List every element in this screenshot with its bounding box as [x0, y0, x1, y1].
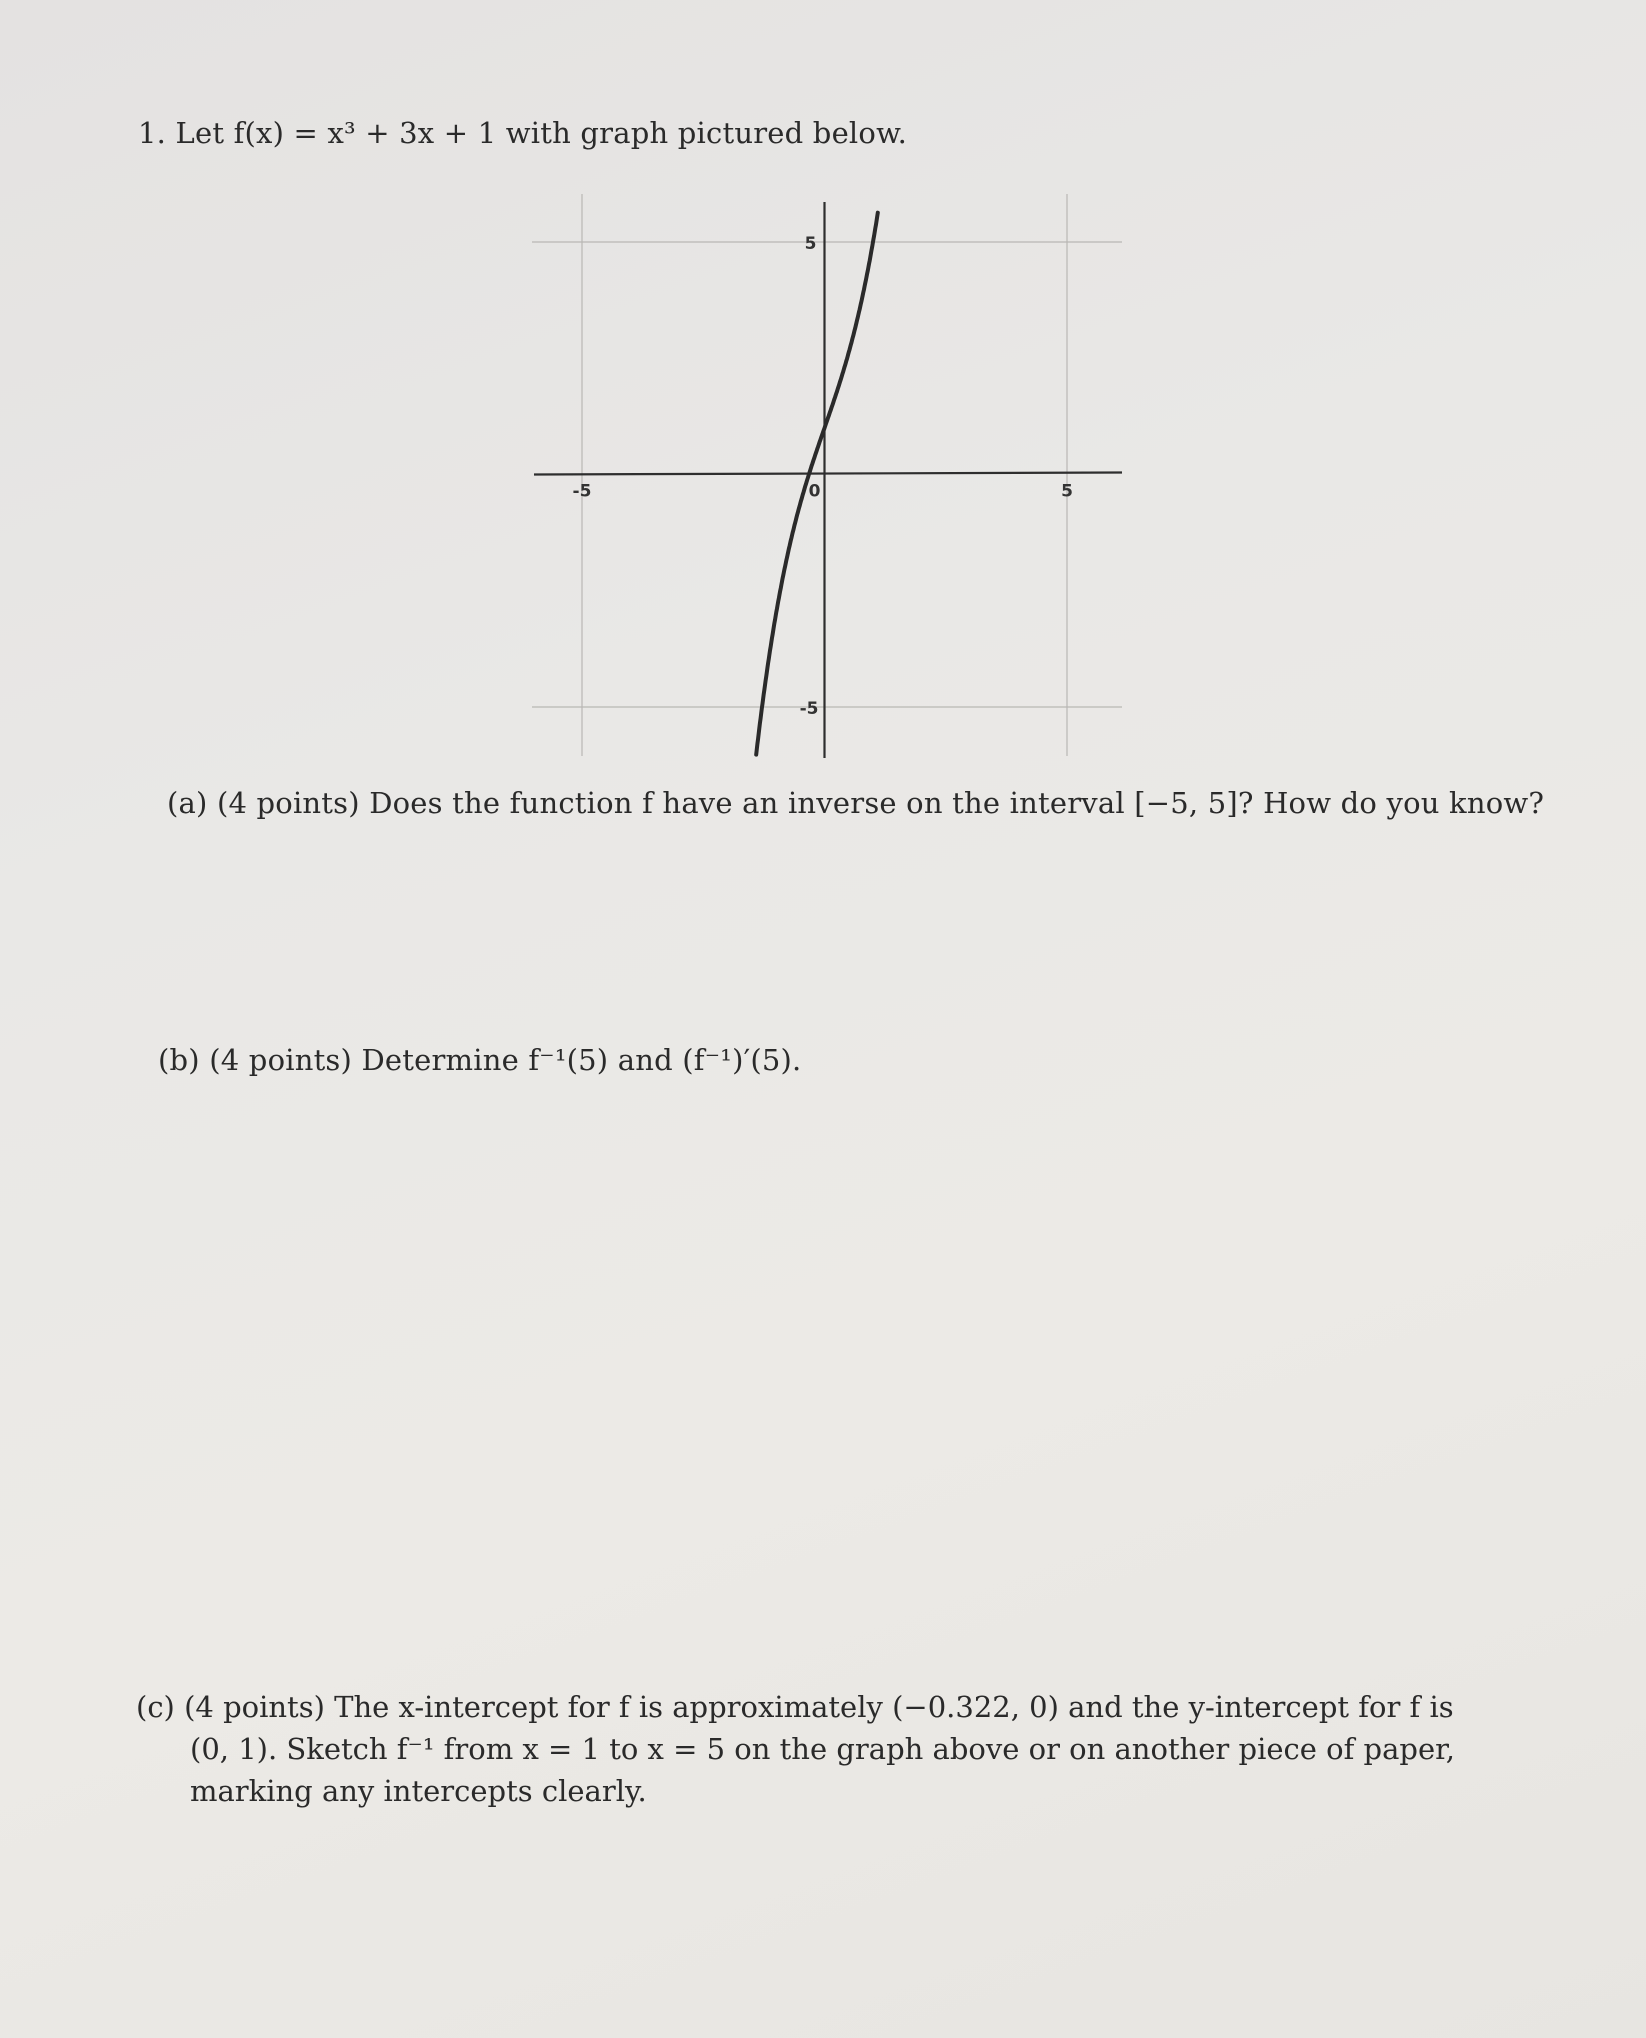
part-b: [158, 1043, 801, 1077]
part-c: [136, 1686, 1526, 1812]
part-b-text: Determine f⁻¹(5) and (f⁻¹)′(5).: [361, 1043, 802, 1077]
part-b-points: (4 points): [209, 1043, 353, 1077]
tick-label-y-5: 5: [804, 234, 817, 254]
part-c-label: (c): [136, 1690, 175, 1724]
axes: [534, 202, 1122, 758]
problem-statement: [138, 116, 907, 150]
part-a-label: (a): [167, 786, 208, 820]
part-c-text-1: The x-intercept for f is approximately (−0.322, 0) and the y-intercept for f is: [334, 1690, 1454, 1724]
part-a-points: (4 points): [216, 786, 360, 820]
part-a: [167, 786, 1544, 820]
part-a-text: Does the function f have an inverse on the interval [−5, 5]? How do you know?: [369, 786, 1545, 820]
problem-number: 1.: [138, 116, 167, 150]
function-graph: [530, 190, 1124, 760]
tick-label-origin: 0: [808, 481, 821, 502]
problem-statement-text: Let f(x) = x³ + 3x + 1 with graph pictured below.: [175, 116, 908, 150]
tick-labels: [573, 234, 1073, 719]
tick-label-x-neg5: -5: [572, 481, 592, 502]
tick-label-x-5: 5: [1061, 481, 1073, 502]
part-c-line-2: (0, 1). Sketch f⁻¹ from x = 1 to x = 5 on the graph above or on another piece of paper,: [190, 1732, 1456, 1766]
part-c-points: (4 points): [184, 1690, 325, 1724]
tick-label-y-neg5: -5: [799, 699, 819, 719]
x-axis: [534, 473, 1122, 475]
part-c-line-1: [136, 1686, 1526, 1728]
part-b-label: (b): [158, 1043, 200, 1077]
part-c-line-3: marking any intercepts clearly.: [190, 1774, 647, 1808]
